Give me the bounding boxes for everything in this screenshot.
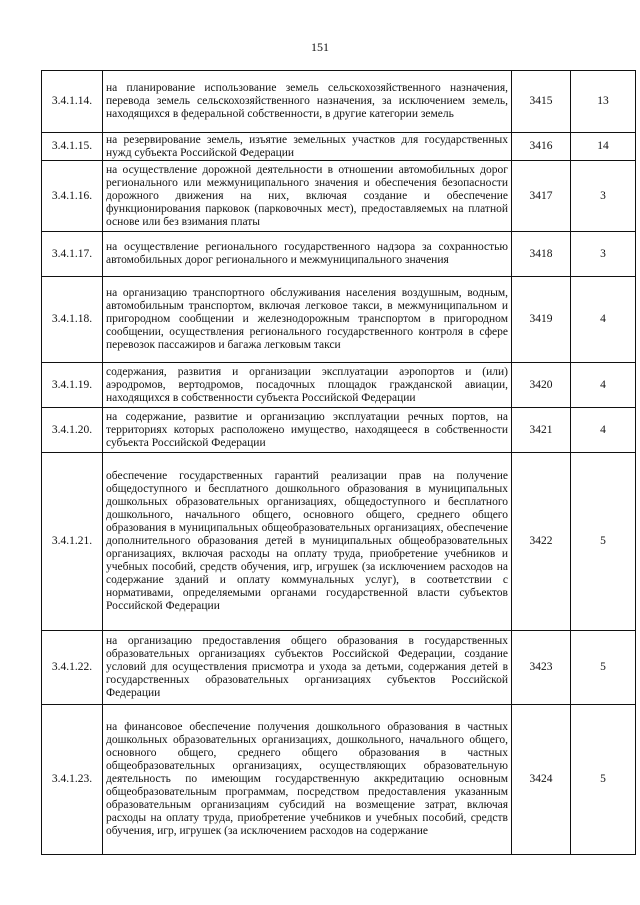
row-description-text: на осуществление дорожной деятельности в отношении автомобильных дорог регионального или межмуниципального значения и обеспечения безопасности дорожного движения на них, включая создание и обеспечение функционирования парковок (парковочных мест), предоставляемых на платной основе или без взимания платы <box>106 163 508 228</box>
row-number: 3417 <box>512 161 571 232</box>
row-code: 3.4.1.19. <box>42 363 103 408</box>
page-number: 151 <box>311 40 329 54</box>
row-position: 14 <box>571 133 636 161</box>
table-row <box>42 232 636 277</box>
row-description-text: на осуществление регионального государственного надзора за сохранностью автомобильных дорог регионального и межмуниципального значения <box>106 241 508 266</box>
table-row <box>42 453 636 631</box>
row-number: 3420 <box>512 363 571 408</box>
row-code: 3.4.1.14. <box>42 71 103 133</box>
row-code: 3.4.1.18. <box>42 277 103 363</box>
table-row <box>42 133 636 161</box>
row-position: 3 <box>571 161 636 232</box>
row-code: 3.4.1.16. <box>42 161 103 232</box>
row-position: 13 <box>571 71 636 133</box>
row-number: 3423 <box>512 631 571 705</box>
table-row <box>42 408 636 453</box>
table-row <box>42 705 636 855</box>
table-row <box>42 277 636 363</box>
row-code: 3.4.1.21. <box>42 453 103 631</box>
row-description-text: на организацию предоставления общего образования в государственных образовательных организациях субъектов Российской Федерации, создание условий для осуществления присмотра и ухода за детьми, содержания детей в государственных образовательных организациях субъектов Российской Федерации <box>106 635 508 699</box>
row-position: 4 <box>571 363 636 408</box>
row-description-text: содержания, развития и организации эксплуатации аэропортов и (или) аэродромов, вертодромов, посадочных площадок гражданской авиации, находящихся в собственности субъекта Российской Федерации <box>106 365 508 404</box>
row-position: 5 <box>571 705 636 855</box>
row-description-text: обеспечение государственных гарантий реализации прав на получение общедоступного и бесплатного дошкольного образования в муниципальных дошкольных образовательных организациях, общедоступного и бесплатного дошкольного, начального общего, основного общего, среднего общего образования в муниципальных общеобразовательных организациях, обеспечение дополнительного образования детей в муниципальных общеобразовательных организациях, включая расходы на оплату труда, приобретение учебников и учебных пособий, средств обучения, игр, игрушек (за исключением расходов на содержание зданий и оплату коммунальных услуг), в соответствии с нормативами, определяемыми органами государственной власти субъектов Российской Федерации <box>106 470 508 612</box>
row-description <box>103 232 512 277</box>
row-description <box>103 705 512 855</box>
row-position: 5 <box>571 453 636 631</box>
row-description <box>103 133 512 161</box>
row-code: 3.4.1.17. <box>42 232 103 277</box>
row-description-text: на содержание, развитие и организацию эксплуатации речных портов, на территориях которых расположено имущество, находящееся в собственности субъекта Российской Федерации <box>106 410 508 449</box>
row-position: 4 <box>571 277 636 363</box>
row-number: 3421 <box>512 408 571 453</box>
row-description-text: на резервирование земель, изъятие земельных участков для государственных нужд субъекта Российской Федерации <box>106 133 508 159</box>
row-description <box>103 71 512 133</box>
row-number: 3415 <box>512 71 571 133</box>
table-row <box>42 363 636 408</box>
table-row <box>42 161 636 232</box>
row-number: 3419 <box>512 277 571 363</box>
budget-codes-table <box>41 70 636 855</box>
table-row <box>42 71 636 133</box>
row-position: 3 <box>571 232 636 277</box>
row-code: 3.4.1.22. <box>42 631 103 705</box>
row-number: 3416 <box>512 133 571 161</box>
row-number: 3422 <box>512 453 571 631</box>
row-description <box>103 408 512 453</box>
row-number: 3418 <box>512 232 571 277</box>
row-description <box>103 453 512 631</box>
row-description <box>103 363 512 408</box>
row-number: 3424 <box>512 705 571 855</box>
row-description <box>103 161 512 232</box>
row-description <box>103 631 512 705</box>
row-description-text: на организацию транспортного обслуживания населения воздушным, водным, автомобильным транспортом, включая легковое такси, в межмуниципальном и пригородном сообщении и железнодорожным транспортом в пригородном сообщении, осуществления регионального государственного контроля в сфере перевозок пассажиров и багажа легковым такси <box>106 287 508 351</box>
row-description-text: на планирование использование земель сельскохозяйственного назначения, перевода земель сельскохозяйственного назначения, за исключением земель, находящихся в федеральной собственности, в другие категории земель <box>106 82 508 120</box>
table-row <box>42 631 636 705</box>
row-description-text: на финансовое обеспечение получения дошкольного образования в частных дошкольных образовательных организациях, дошкольного, начального общего, основного общего, среднего общего образования в частных общеобразовательных организациях, осуществляющих образовательную деятельность по имеющим государственную аккредитацию основным общеобразовательным программам, посредством предоставления указанным образовательным организациям субсидий на возмещение затрат, включая расходы на оплату труда, приобретение учебников и учебных пособий, средств обучения, игр, игрушек (за исключением расходов на содержание <box>106 721 508 837</box>
row-position: 4 <box>571 408 636 453</box>
row-position: 5 <box>571 631 636 705</box>
row-code: 3.4.1.23. <box>42 705 103 855</box>
row-description <box>103 277 512 363</box>
row-code: 3.4.1.15. <box>42 133 103 161</box>
row-code: 3.4.1.20. <box>42 408 103 453</box>
